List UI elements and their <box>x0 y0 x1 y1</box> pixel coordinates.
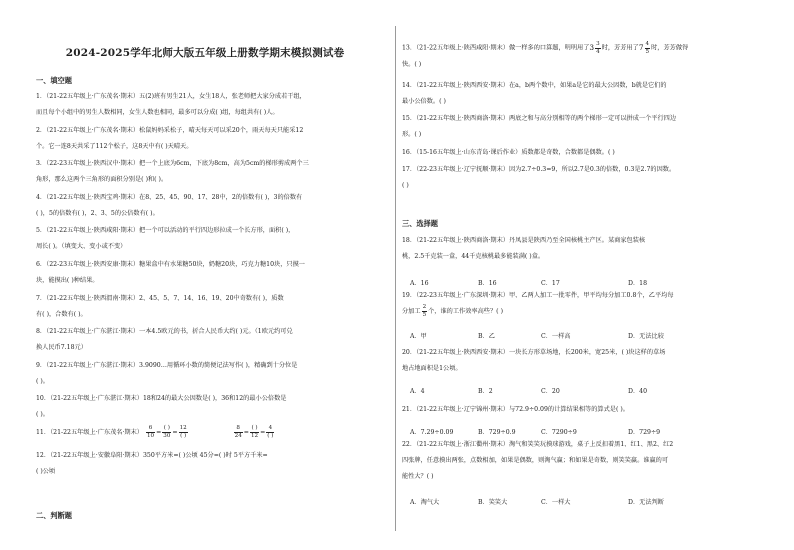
question-text: 8．（21-22五年级上·广东湛江·期末）一本4.5欧元的书，折合人民币大约( )元。（1欧元约可兑 <box>36 328 293 335</box>
question-text: 21．（21-22五年级上·辽宁锦州·期末）与72.9÷0.09的计算结果相等的算式是( )。 <box>402 406 629 413</box>
question-5 <box>36 223 294 255</box>
question-text: 6．（22-23五年级上·陕西安康·期末）糖果盒中有水果糖50块，奶糖20块，巧克力糖10块，只摸一 <box>36 261 305 268</box>
question-6 <box>36 257 305 289</box>
fraction: $\frac{4}{5}$ <box>645 40 650 55</box>
question-text: ( )公顷 <box>36 468 56 475</box>
question-text: 有( )，合数有( )。 <box>36 311 87 318</box>
mixed-whole: 3 <box>589 43 595 52</box>
question-line <box>402 304 674 320</box>
fraction: $\frac{4}{( )}$ <box>267 425 274 439</box>
question-text: 角形，那么这两个三角形的面积分别是( )和( )。 <box>36 176 168 183</box>
question-text: 19．（22-23五年级上·广东深圳·期末）甲、乙两人加工一批零件，甲平均每分加工0.8个，乙平均每 <box>402 292 674 299</box>
question-text: 桃，2.5千克装一盒，44千克核桃最多能装满( )盒。 <box>402 253 545 260</box>
fraction: $\frac{3}{4}$ <box>596 40 600 55</box>
question-text: ( )。 <box>36 378 49 385</box>
question-3 <box>36 156 309 188</box>
question-14 <box>402 78 667 110</box>
option-a[interactable]: A．7.29÷0.09 <box>410 429 454 436</box>
option-b[interactable]: B．乙 <box>478 333 495 340</box>
question-17 <box>402 162 675 194</box>
fraction: $\frac{( )}{30}$ <box>163 425 171 439</box>
question-text: 最小公倍数。( ) <box>402 98 446 105</box>
question-text: 9．（21-22五年级上·广东湛江·期末）3.9090…用循环小数的简便记法写作( )，精确到十分位是 <box>36 362 298 369</box>
question-text: 5．（21-22五年级上·陕西咸阳·期末）把一个可以活动的平行四边形拉成一个长方形，面积( )， <box>36 227 295 234</box>
question-text: 形。( ) <box>402 131 422 138</box>
question-9 <box>36 358 297 390</box>
option-c[interactable]: C．20 <box>541 388 560 395</box>
question-text: 换人民币7.18元） <box>36 344 87 351</box>
question-text: 块，能摸出( )种结果。 <box>36 277 99 284</box>
fraction: $\frac{12}{( )}$ <box>179 425 187 439</box>
question-text: 12．（21-22五年级上·安徽阜阳·期末）350平方米=( )公顷 45分=( )时 5平方千米= <box>36 452 268 459</box>
question-text: 能性大？( ) <box>402 473 434 480</box>
question-text: 个。它一连8天共采了112个松子，这8天中有( )天晴天。 <box>36 143 193 150</box>
option-d[interactable]: D．729÷9 <box>628 429 661 436</box>
option-d[interactable]: D．40 <box>628 388 648 395</box>
fraction: $\frac{2}{5}$ <box>422 304 427 318</box>
question-text: 16．（15-16五年级上·山东青岛·课后作业）质数都是奇数，合数都是偶数。( ) <box>402 149 615 156</box>
section-choice-heading: 三、选择题 <box>402 219 438 228</box>
question-1 <box>36 89 306 121</box>
question-text: 而且每个小组中的男生人数相同，女生人数也相同，最多可以分成( )组，每组共有( )人。 <box>36 109 279 116</box>
question-text: 3．（22-23五年级上·陕西汉中·期末）把一个上底为6cm，下底为8cm，高为5cm的梯形剪成两个三 <box>36 160 309 167</box>
question-19 <box>402 288 674 320</box>
question-text: ( )，5的倍数有( )，2、3、5的公倍数有( )。 <box>36 210 159 217</box>
question-text: 10．（21-22五年级上·广东湛江·期末）18和24的最大公因数是( )，36和12的最小公倍数是 <box>36 395 287 402</box>
option-d[interactable]: D．无法判断 <box>628 499 664 506</box>
option-c[interactable]: C．一样大 <box>541 499 571 506</box>
option-c[interactable]: C．7290÷9 <box>541 429 577 436</box>
section-fill-heading: 一、填空题 <box>36 76 72 85</box>
question-text: 个，谁的工作效率高些？( ) <box>428 308 503 315</box>
question-21 <box>402 402 629 418</box>
question-text: 17．（22-23五年级上·辽宁抚顺·期末）因为2.7÷0.3=9，所以2.7是0.3的倍数，0.3是2.7的因数。 <box>402 166 676 173</box>
question-text: 7．（21-22五年级上·陕西渭南·期末）2、45、5、7、14、16、19、20中奇数有( )，质数 <box>36 295 284 302</box>
question-text: 时，芳芳用了 <box>601 44 639 52</box>
option-a[interactable]: A．淘气大 <box>410 499 440 506</box>
question-7 <box>36 291 284 323</box>
option-b[interactable]: B．笑笑大 <box>478 499 508 506</box>
question-text: ( ) <box>402 182 409 189</box>
question-text: 20．（21-22五年级上·陕西西安·期末）一块长方形草场地，长200米，宽25米，( )块这样的草场 <box>402 349 666 356</box>
question-text: 时，芳芳做得 <box>651 44 689 52</box>
option-a[interactable]: A．16 <box>410 280 429 287</box>
option-d[interactable]: D．18 <box>628 280 648 287</box>
question-4 <box>36 190 302 222</box>
column-divider <box>395 26 396 531</box>
question-12 <box>36 448 268 480</box>
question-text: 22．（21-22五年级上·浙江衢州·期末）淘气和笑笑玩摸球游戏，桌子上反扣着黑1、红1、黑2、红2 <box>402 441 674 448</box>
option-a[interactable]: A．4 <box>410 388 425 395</box>
question-text: 周长( )。（填变大、变小或不变） <box>36 243 127 250</box>
question-text: 11．（21-22五年级上·广东茂名·期末） <box>36 429 143 436</box>
option-b[interactable]: B．2 <box>478 388 493 395</box>
option-a[interactable]: A．甲 <box>410 333 427 340</box>
question-11: 11．（21-22五年级上·广东茂名·期末） $\frac{6}{10}$ = $\frac{( )}{30}$ = $\frac{12}{( )}$ $\frac{8}{24}$ = $\frac{( )}{12}$ = $\frac{4}{( )}$ <box>36 425 274 439</box>
question-text: ( )。 <box>36 411 49 418</box>
option-d[interactable]: D．无法比较 <box>628 333 664 340</box>
question-22 <box>402 437 673 485</box>
question-2 <box>36 123 303 155</box>
question-text: 地占地面积是1公顷。 <box>402 365 462 372</box>
question-18 <box>402 233 645 265</box>
option-c[interactable]: C．17 <box>541 280 560 287</box>
question-13 <box>402 40 688 73</box>
question-text: 4．（21-22五年级上·陕西宝鸡·期末）在8、25、45、90、17、28中，2的倍数有( )，3的倍数有 <box>36 194 303 201</box>
question-text: 13．（21-22五年级上·陕西咸阳·期末）做一样多的口算题，明明用了 <box>402 44 590 52</box>
question-8 <box>36 324 293 356</box>
question-text: 14．（21-22五年级上·陕西西安·期末）在a，b两个数中，如果a是它的最大公因数，b就是它们的 <box>402 82 667 89</box>
fraction: $\frac{( )}{12}$ <box>250 425 259 439</box>
mixed-whole: 7 <box>638 43 644 52</box>
question-text: 18．（21-22五年级上·陕西商洛·期末）丹凤县是陕西乃至全国核桃主产区。某商家包装核 <box>402 237 646 244</box>
section-judge-heading: 二、判断题 <box>36 511 72 520</box>
option-b[interactable]: B．729÷0.9 <box>478 429 516 436</box>
question-16 <box>402 145 615 161</box>
question-20 <box>402 345 665 377</box>
question-line <box>402 40 688 57</box>
page-title: 2024-2025学年北师大版五年级上册数学期末模拟测试卷 <box>65 47 345 59</box>
fraction: $\frac{8}{24}$ <box>234 425 242 439</box>
question-15 <box>402 111 676 143</box>
option-c[interactable]: C．一样高 <box>541 333 571 340</box>
fraction: $\frac{6}{10}$ <box>146 425 155 439</box>
question-text: 2．（21-22五年级上·广东茂名·期末）松鼠妈妈采松子，晴天每天可以采20个，雨天每天只能采12 <box>36 127 304 134</box>
question-text: 1．（21-22五年级上·广东茂名·期末）五(2)班有男生21人，女生18人，张老师把大家分成若干组， <box>36 93 306 100</box>
option-b[interactable]: B．16 <box>478 280 497 287</box>
question-text: 分加工 <box>402 308 421 315</box>
question-10 <box>36 391 286 423</box>
question-text: 15．（21-22五年级上·陕西商洛·期末）两底之和与高分别相等的两个梯形一定可以拼成一个平行四边 <box>402 115 677 122</box>
question-text: 四张牌，任意摸出两张，点数相加，如果是偶数，则淘气赢；和如果是奇数，则笑笑赢。谁赢的可 <box>402 457 669 464</box>
question-text: 快。( ) <box>402 60 422 68</box>
